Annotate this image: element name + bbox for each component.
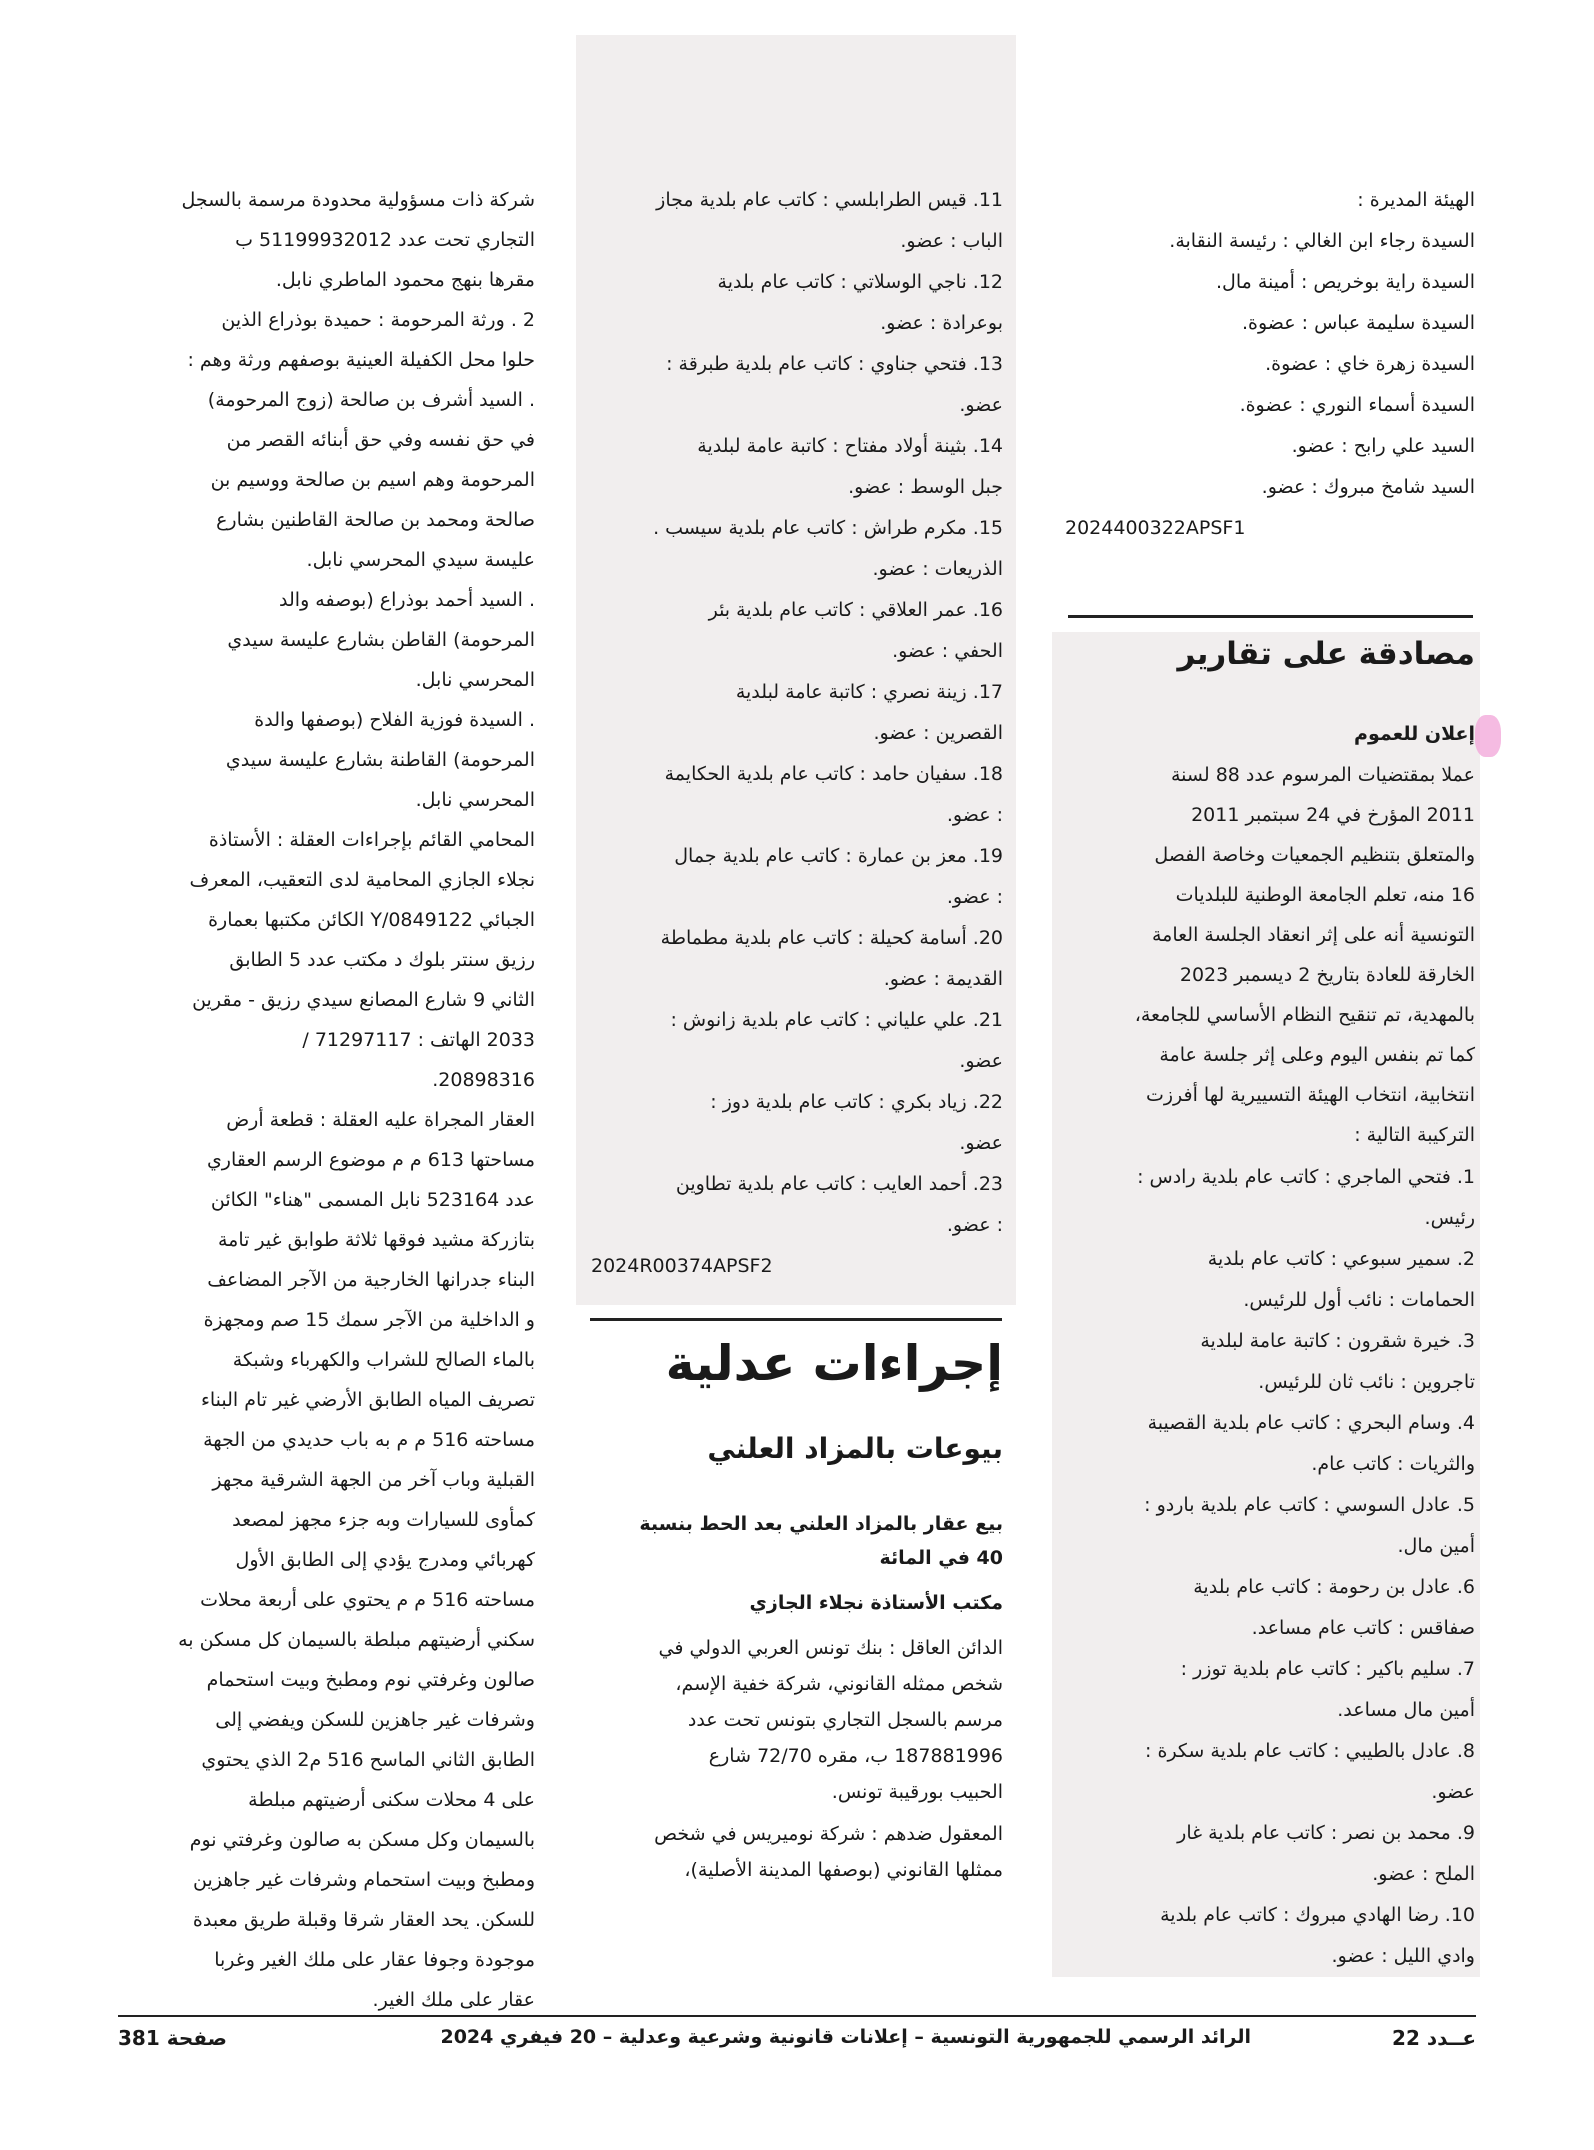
- member-line: القصرين : عضو.: [873, 722, 1003, 744]
- members-ref: 2024R00374APSF2: [591, 1255, 773, 1277]
- members-list-2: [588, 180, 1003, 1246]
- right-column: [1065, 180, 1475, 549]
- sale-heading-line: بيع عقار بالمزاد العلني بعد الحط بنسبة: [639, 1513, 1003, 1535]
- notice-line: التركيبة التالية :: [1354, 1124, 1475, 1146]
- member-line: تاجروين : نائب ثان للرئيس.: [1258, 1371, 1475, 1393]
- middle-column-legal: [588, 1335, 1003, 1888]
- notice-line: التونسية أنه على إثر انعقاد الجلسة العامة: [1151, 924, 1475, 946]
- member-line: 17. زينة نصري : كاتبة عامة لبلدية: [735, 681, 1003, 703]
- middle-divider: [590, 1318, 1002, 1321]
- notice-line: كما تم بنفس اليوم وعلى إثر جلسة عامة: [1159, 1044, 1475, 1066]
- middle-column: [588, 180, 1003, 1287]
- member-line: رئيس.: [1424, 1207, 1475, 1229]
- right-divider: [1068, 615, 1473, 618]
- notice-line: انتخابية، انتخاب الهيئة التسييرية لها أفرزت: [1145, 1084, 1475, 1106]
- highlighter-mark: [1475, 715, 1501, 757]
- text-line: بالماء الصالح للشراب والكهرباء وشبكة: [232, 1349, 535, 1371]
- text-line: المحرسي نابل.: [415, 789, 535, 811]
- member-line: 9. محمد بن نصر : كاتب عام بلدية غار: [1177, 1822, 1475, 1844]
- member-line: أمين مال مساعد.: [1337, 1699, 1475, 1721]
- text-line: الطابق الثاني الماسح 516 م2 الذي يحتوي: [201, 1749, 535, 1771]
- member-line: الملح : عضو.: [1372, 1863, 1475, 1885]
- text-line: و الداخلية من الآجر سمك 15 صم ومجهزة: [203, 1309, 535, 1331]
- member-line: 14. بثينة أولاد مفتاح : كاتبة عامة لبلدية: [697, 435, 1003, 457]
- notice-line: بالمهدية، تم تنقيح النظام الأساسي للجامعة،: [1134, 1004, 1475, 1026]
- right-column-notice: [1065, 632, 1475, 1977]
- text-line: صالون وغرفتي نوم ومطبخ وبيت استحمام: [206, 1669, 535, 1691]
- text-line: القبلية وباب آخر من الجهة الشرقية مجهز: [212, 1469, 535, 1491]
- member-line: : عضو.: [946, 804, 1003, 826]
- board-member: السيدة راية بوخريص : أمينة مال.: [1215, 271, 1475, 293]
- member-line: 19. معز بن عمارة : كاتب عام بلدية جمال: [674, 845, 1003, 867]
- text-line: المحرسي نابل.: [415, 669, 535, 691]
- notice-line: الخارقة للعادة بتاريخ 2 ديسمبر 2023: [1179, 964, 1475, 986]
- text-line: على 4 محلات سكنى أرضيتهم مبلطة: [248, 1789, 535, 1811]
- text-line: الجبائي 0849122/Y الكائن مكتبها بعمارة: [208, 909, 535, 931]
- member-line: : عضو.: [946, 1214, 1003, 1236]
- board-member: السيدة سليمة عباس : عضوة.: [1241, 312, 1475, 334]
- text-line: العقار المجراة عليه العقلة : قطعة أرض: [226, 1109, 535, 1131]
- creditor-line: شخص ممثله القانوني، شركة خفية الإسم،: [675, 1673, 1003, 1695]
- board-ref: 2024400322APSF1: [1065, 517, 1246, 539]
- text-line: عدد 523164 نابل المسمى "هناء" الكائن: [210, 1189, 535, 1211]
- text-line: موجودة وجوفا عقار على ملك الغير وغربا: [214, 1949, 535, 1971]
- law-office: مكتب الأستاذة نجلاء الجازي: [749, 1592, 1003, 1614]
- text-line: . السيدة فوزية الفلاح (بوصفها والدة: [254, 709, 535, 731]
- member-line: بوعرادة : عضو.: [880, 312, 1003, 334]
- creditor-block: [588, 1630, 1003, 1810]
- debtor-block: [588, 1816, 1003, 1888]
- debtor-line: ممثلها القانوني (بوصفها المدينة الأصلية)،: [684, 1859, 1003, 1881]
- debtor-line: المعقول ضدهم : شركة نوميريس في شخص: [654, 1823, 1003, 1845]
- text-line: للسكن. يحد العقار شرقا وقبلة طريق معبدة: [192, 1909, 535, 1931]
- member-line: والثريات : كاتب عام.: [1311, 1453, 1475, 1475]
- text-line: وشرفات غير جاهزين للسكن ويفضي إلى: [215, 1709, 535, 1731]
- creditor-line: الدائن العاقل : بنك تونس العربي الدولي في: [658, 1637, 1003, 1659]
- notice-line: عملا بمقتضيات المرسوم عدد 88 لسنة: [1170, 764, 1475, 786]
- member-line: 8. عادل بالطيبي : كاتب عام بلدية سكرة :: [1145, 1740, 1475, 1762]
- member-line: عضو.: [959, 1132, 1003, 1154]
- text-line: المرحومة وهم اسيم بن صالحة ووسيم بن: [210, 469, 535, 491]
- member-line: عضو.: [959, 394, 1003, 416]
- text-line: عليسة سيدي المحرسي نابل.: [306, 549, 535, 571]
- text-line: كهربائي ومدرج يؤدي إلى الطابق الأول: [235, 1549, 535, 1571]
- text-line: المرحومة) القاطنة بشارع عليسة سيدي: [225, 749, 535, 771]
- text-line: مساحتها 613 م م موضوع الرسم العقاري: [206, 1149, 535, 1171]
- board-member: السيد شامخ مبروك : عضو.: [1261, 476, 1475, 498]
- text-line: عقار على ملك الغير.: [372, 1989, 535, 2011]
- member-line: 21. علي علياني : كاتب عام بلدية زانوش :: [670, 1009, 1003, 1031]
- text-line: الثاني 9 شارع المصانع سيدي رزيق - مقرين: [192, 989, 535, 1011]
- member-line: عضو.: [1431, 1781, 1475, 1803]
- members-list-1: [1065, 1157, 1475, 1977]
- footer-divider: [118, 2015, 1476, 2017]
- text-line: مقرها بنهج محمود الماطري نابل.: [275, 269, 535, 291]
- sale-heading-line: 40 في المائة: [879, 1547, 1003, 1569]
- notice-line: 2011 المؤرخ في 24 سبتمبر 2011: [1191, 804, 1475, 826]
- member-line: 23. أحمد العايب : كاتب عام بلدية تطاوين: [675, 1173, 1003, 1195]
- text-line: ومطبخ وبيت استحمام وشرفات غير جاهزين: [193, 1869, 535, 1891]
- member-line: 16. عمر العلاقي : كاتب عام بلدية بئر: [708, 599, 1003, 621]
- board-member: السيدة رجاء ابن الغالي : رئيسة النقابة.: [1169, 230, 1475, 252]
- section-title-legal: إجراءات عدلية: [665, 1335, 1003, 1392]
- text-line: 2033 الهاتف : 71297117 /: [302, 1029, 535, 1051]
- member-line: 7. سليم باكير : كاتب عام بلدية توزر :: [1180, 1658, 1475, 1680]
- member-line: 10. رضا الهادي مبروك : كاتب عام بلدية: [1160, 1904, 1475, 1926]
- text-line: كمأوى للسيارات وبه جزء مجهز لمصعد: [232, 1509, 535, 1531]
- text-line: المرحومة) القاطن بشارع عليسة سيدي: [227, 629, 535, 651]
- text-line: . السيد أشرف بن صالحة (زوج المرحومة): [207, 389, 535, 411]
- board-member: السيدة زهرة خاي : عضوة.: [1265, 353, 1475, 375]
- footer-page: صفحة 381: [118, 2026, 227, 2050]
- board-member: السيدة أسماء النوري : عضوة.: [1239, 394, 1475, 416]
- notice-line: 16 منه، تعلم الجامعة الوطنية للبلديات: [1175, 884, 1475, 906]
- member-line: جبل الوسط : عضو.: [848, 476, 1003, 498]
- member-line: : عضو.: [946, 886, 1003, 908]
- text-line: سكني أرضيتهم مبلطة بالسيمان كل مسكن به: [178, 1629, 535, 1651]
- text-line: تصريف المياه الطابق الأرضي غير تام البناء: [200, 1389, 535, 1411]
- board-list: [1065, 221, 1475, 508]
- member-line: الذريعات : عضو.: [872, 558, 1003, 580]
- text-line: نجلاء الجازي المحامية لدى التعقيب، المعرف: [189, 869, 535, 891]
- left-column: [120, 180, 535, 2020]
- member-line: 2. سمير سبوعي : كاتب عام بلدية: [1207, 1248, 1475, 1270]
- section-title-reports: مصادقة على تقارير: [1177, 636, 1475, 672]
- footer-journal: الرائد الرسمي للجمهورية التونسية – إعلانات قانونية وشرعية وعدلية – 20 فيفري 2024: [440, 2026, 1251, 2048]
- member-line: 11. قيس الطرابلسي : كاتب عام بلدية مجاز: [656, 189, 1003, 211]
- creditor-line: الحبيب بورقيبة تونس.: [831, 1781, 1003, 1803]
- member-line: 22. زياد بكري : كاتب عام بلدية دوز :: [710, 1091, 1003, 1113]
- text-line: التجاري تحت عدد 51199932012 ب: [235, 229, 535, 251]
- member-line: الحفي : عضو.: [892, 640, 1003, 662]
- creditor-line: 187881996 ب، مقره 72/70 شارع: [708, 1745, 1003, 1767]
- notice-heading: إعلان للعموم: [1354, 723, 1475, 745]
- text-line: 20898316.: [432, 1069, 535, 1091]
- sub-title-auctions: بيوعات بالمزاد العلني: [707, 1432, 1003, 1465]
- board-member: السيد علي رابح : عضو.: [1291, 435, 1475, 457]
- member-line: 12. ناجي الوسلاتي : كاتب عام بلدية: [717, 271, 1003, 293]
- text-line: بتازركة مشيد فوقها ثلاثة طوابق غير تامة: [217, 1229, 535, 1251]
- creditor-line: مرسم بالسجل التجاري بتونس تحت عدد: [687, 1709, 1003, 1731]
- text-line: رزيق سنتر بلوك د مكتب عدد 5 الطابق: [229, 949, 535, 971]
- text-line: 2 . ورثة المرحومة : حميدة بوذراع الذين: [221, 309, 535, 331]
- member-line: 13. فتحي جناوي : كاتب عام بلدية طبرقة :: [666, 353, 1003, 375]
- member-line: الحمامات : نائب أول للرئيس.: [1243, 1289, 1475, 1311]
- text-line: شركة ذات مسؤولية محدودة مرسمة بالسجل: [181, 189, 535, 211]
- member-line: وادي الليل : عضو.: [1331, 1945, 1475, 1967]
- member-line: 6. عادل بن رحومة : كاتب عام بلدية: [1193, 1576, 1475, 1598]
- member-line: أمين مال.: [1397, 1535, 1475, 1557]
- board-heading: الهيئة المديرة :: [1357, 189, 1475, 211]
- member-line: عضو.: [959, 1050, 1003, 1072]
- member-line: 15. مكرم طراش : كاتب عام بلدية سيسب .: [653, 517, 1003, 539]
- member-line: الباب : عضو.: [900, 230, 1003, 252]
- member-line: 5. عادل السوسي : كاتب عام بلدية باردو :: [1144, 1494, 1475, 1516]
- member-line: 3. خيرة شقرون : كاتبة عامة لبلدية: [1200, 1330, 1475, 1352]
- notice-body: [1065, 755, 1475, 1155]
- text-line: البناء جدرانها الخارجية من الآجر المضاعف: [207, 1269, 535, 1291]
- text-line: . السيد أحمد بوذراع (بوصفه والد: [279, 589, 535, 611]
- member-line: 18. سفيان حامد : كاتب عام بلدية الحكايمة: [664, 763, 1003, 785]
- page-footer: [118, 2020, 1476, 2060]
- member-line: 4. وسام البحري : كاتب عام بلدية القصيبة: [1147, 1412, 1475, 1434]
- member-line: القديمة : عضو.: [883, 968, 1003, 990]
- text-line: المحامي القائم بإجراءات العقلة : الأستاذة: [208, 829, 535, 851]
- notice-line: والمتعلق بتنظيم الجمعيات وخاصة الفصل: [1154, 844, 1475, 866]
- text-line: مساحته 516 م م به باب حديدي من الجهة: [203, 1429, 535, 1451]
- member-line: صفاقس : كاتب عام مساعد.: [1251, 1617, 1475, 1639]
- member-line: 1. فتحي الماجري : كاتب عام بلدية رادس :: [1137, 1166, 1475, 1188]
- text-line: مساحته 516 م م يحتوي على أربعة محلات: [200, 1589, 535, 1611]
- text-line: في حق نفسه وفي حق أبنائه القصر من: [226, 429, 535, 451]
- text-line: حلوا محل الكفيلة العينية بوصفهم ورثة وهم :: [187, 349, 535, 371]
- footer-issue: عــدد 22: [1392, 2026, 1476, 2050]
- text-line: صالحة ومحمد بن صالحة القاطنين بشارع: [216, 509, 535, 531]
- member-line: 20. أسامة كحيلة : كاتب عام بلدية مطماطة: [660, 927, 1003, 949]
- text-line: بالسيمان وكل مسكن به صالون وغرفتي نوم: [189, 1829, 535, 1851]
